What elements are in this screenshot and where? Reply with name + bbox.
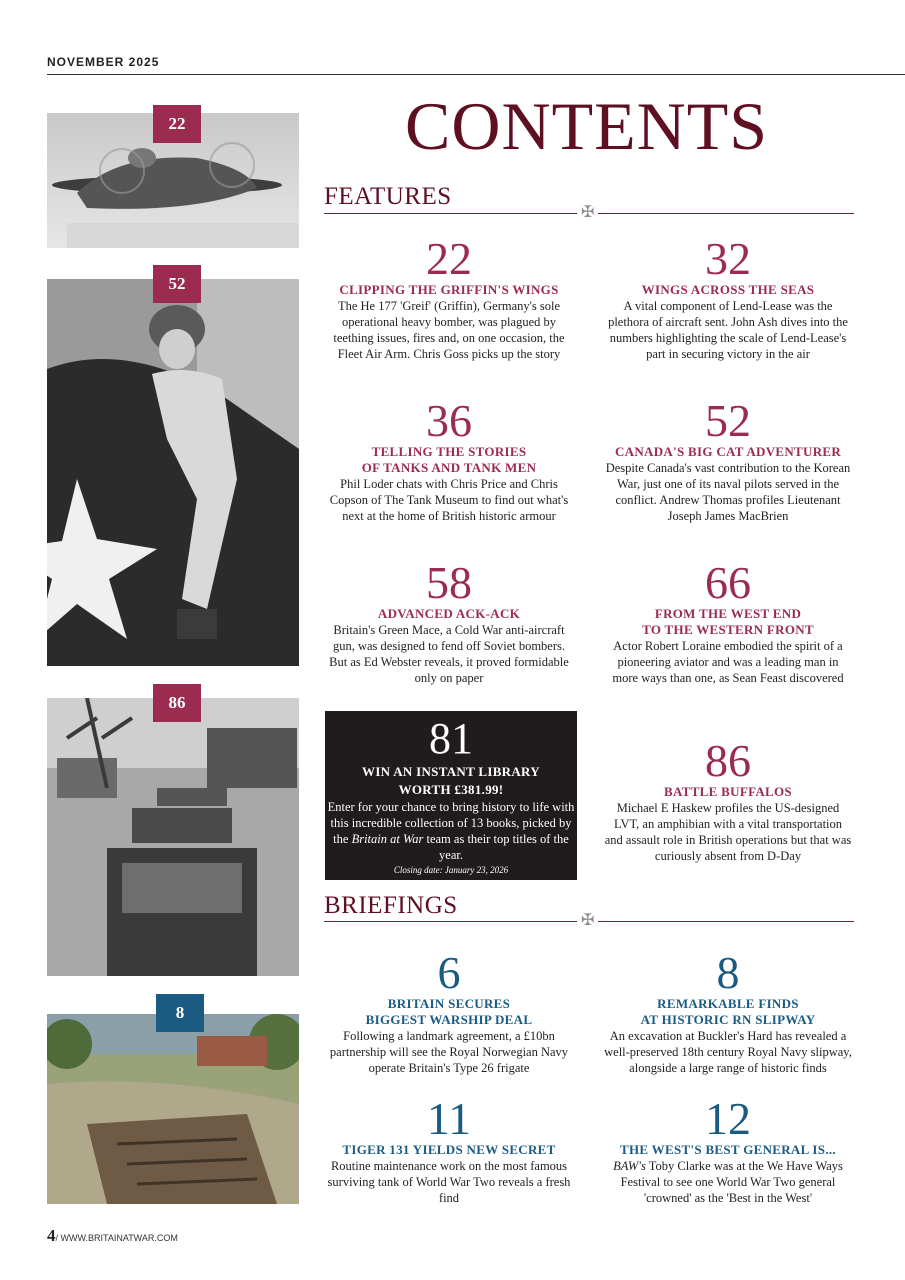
- photo-badge: 86: [153, 684, 201, 722]
- article-title: REMARKABLE FINDS: [657, 996, 799, 1011]
- promo-title: WORTH £381.99!: [398, 782, 504, 797]
- article-summary: The He 177 'Greif' (Griffin), Germany's sole operational heavy bomber, was plagued by teething issues, fires and, on one occasion, the Fleet Air Arm. Chris Goss picks up the story: [333, 299, 565, 361]
- features-heading: FEATURES: [324, 183, 452, 210]
- page-number: 32: [705, 233, 751, 284]
- pilot-image: [47, 279, 299, 666]
- article-title: OF TANKS AND TANK MEN: [361, 460, 537, 475]
- website-url[interactable]: WWW.BRITAINATWAR.COM: [60, 1233, 178, 1243]
- briefing-entry[interactable]: [604, 947, 852, 1076]
- page-footer: [47, 1226, 178, 1246]
- article-summary: A vital component of Lend-Lease was the plethora of aircraft sent. John Ash dives into the numbers highlighting the scale of Lend-Lease's part in securing victory in the air: [608, 299, 848, 361]
- article-title: BIGGEST WARSHIP DEAL: [365, 1012, 533, 1027]
- page-number: 58: [426, 557, 472, 608]
- folio-number: 4: [47, 1226, 56, 1245]
- page-number: 52: [705, 395, 751, 446]
- page-number: 81: [429, 714, 473, 763]
- article-title: WINGS ACROSS THE SEAS: [641, 282, 815, 297]
- article-title: FROM THE WEST END: [654, 606, 802, 621]
- feature-entry[interactable]: [604, 557, 852, 686]
- iron-cross-icon: ✠: [577, 205, 598, 221]
- article-summary: Despite Canada's vast contribution to the Korean War, just one of its naval pilots served in the conflict. Andrew Thomas profiles Lieutenant Joseph James MacBrien: [605, 461, 851, 523]
- article-summary: An excavation at Buckler's Hard has revealed a well-preserved 18th century Royal Navy slipway, alongside a large range of historic finds: [604, 1029, 852, 1075]
- photo-pilot: [47, 279, 299, 666]
- article-title: TIGER 131 YIELDS NEW SECRET: [342, 1142, 556, 1157]
- article-title: AT HISTORIC RN SLIPWAY: [640, 1012, 816, 1027]
- article-summary: BAW's Toby Clarke was at the We Have Ways Festival to see one World War Two general 'crowned' as the 'Best in the West': [613, 1159, 843, 1205]
- photo-badge: 22: [153, 105, 201, 143]
- article-title: CANADA'S BIG CAT ADVENTURER: [614, 444, 842, 459]
- page-number: 11: [426, 1093, 472, 1144]
- page-number: 22: [426, 233, 472, 284]
- article-title: ADVANCED ACK-ACK: [377, 606, 521, 621]
- article-title: TO THE WESTERN FRONT: [642, 622, 814, 637]
- page-number: 66: [705, 557, 751, 608]
- photo-buffalos: [47, 698, 299, 976]
- page-number: 86: [705, 735, 751, 786]
- competition-box[interactable]: [325, 711, 577, 880]
- closing-date: Closing date: January 23, 2026: [393, 865, 509, 875]
- feature-entry[interactable]: [604, 735, 852, 864]
- slipway-image: [47, 1014, 299, 1204]
- article-summary: Actor Robert Loraine embodied the spirit of a pioneering aviator and was a leading man in more ways than one, as Sean Feast discovered: [612, 639, 844, 685]
- feature-entry[interactable]: [325, 557, 573, 686]
- briefing-entry[interactable]: [604, 1093, 852, 1206]
- promo-title: WIN AN INSTANT LIBRARY: [362, 764, 540, 779]
- issue-date: NOVEMBER 2025: [47, 55, 160, 69]
- article-title: BATTLE BUFFALOS: [664, 784, 792, 799]
- feature-entry[interactable]: [325, 233, 573, 362]
- page-number: 8: [716, 947, 740, 998]
- photo-slipway: [47, 1014, 299, 1204]
- folio-separator: /: [55, 1233, 59, 1243]
- page-number: 12: [705, 1093, 751, 1144]
- feature-entry[interactable]: [325, 395, 573, 524]
- article-title: TELLING THE STORIES: [371, 444, 527, 459]
- feature-entry[interactable]: [604, 395, 852, 524]
- article-summary: Routine maintenance work on the most famous surviving tank of World War Two reveals a fresh find: [327, 1159, 571, 1205]
- photo-badge: 52: [153, 265, 201, 303]
- article-title: BRITAIN SECURES: [387, 996, 511, 1011]
- article-title: THE WEST'S BEST GENERAL IS...: [620, 1142, 836, 1157]
- page-title: CONTENTS: [405, 88, 769, 164]
- feature-entry[interactable]: [604, 233, 852, 362]
- briefing-entry[interactable]: [325, 1093, 573, 1206]
- page-number: 36: [426, 395, 472, 446]
- page-number: 6: [437, 947, 461, 998]
- top-rule: [47, 74, 905, 75]
- article-summary: Michael E Haskew profiles the US-designed LVT, an amphibian with a vital transportation and assault role in British operations but that was curiously absent from D-Day: [604, 801, 852, 863]
- iron-cross-icon: ✠: [577, 913, 598, 929]
- article-summary: Phil Loder chats with Chris Price and Chris Copson of The Tank Museum to find out what's next at the home of British historic armour: [329, 477, 569, 523]
- briefing-entry[interactable]: [325, 947, 573, 1076]
- article-summary: Britain's Green Mace, a Cold War anti-aircraft gun, was designed to fend off Soviet bombers. But as Ed Webster reveals, it proved formidable only on paper: [329, 623, 569, 685]
- photo-badge: 8: [156, 994, 204, 1032]
- article-summary: Following a landmark agreement, a £10bn partnership will see the Royal Norwegian Navy operate Britain's Type 26 frigate: [329, 1029, 569, 1075]
- buffalos-image: [47, 698, 299, 976]
- promo-description: Enter for your chance to bring history to life with this incredible collection of 13 books, picked by the Britain at War team as their top titles of the year.: [327, 800, 575, 862]
- briefings-heading: BRIEFINGS: [324, 892, 458, 919]
- article-title: CLIPPING THE GRIFFIN'S WINGS: [339, 282, 559, 297]
